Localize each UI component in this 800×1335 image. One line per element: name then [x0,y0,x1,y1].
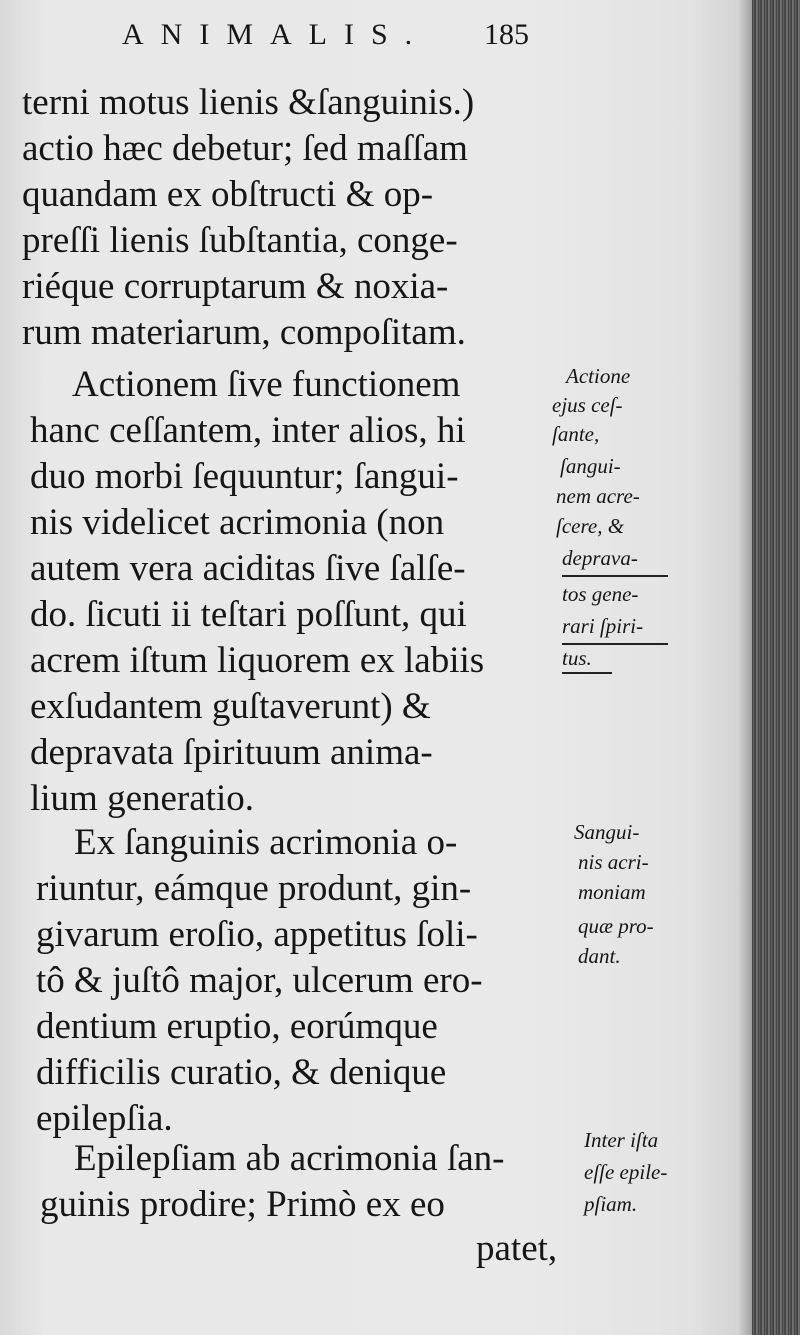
marginal-note-line: Inter iſta [584,1128,659,1152]
marginal-note-line: nis acri- [578,850,649,874]
body-line: Actionem ſive functionem [72,364,461,405]
marginal-note-line: nem acre- [556,484,640,508]
body-line: actio hæc debetur; ſed maſſam [22,128,468,169]
marginal-note-line: eſſe epile- [584,1160,668,1184]
body-line: exſudantem guſtaverunt) & [30,686,431,727]
underline-rule [562,672,612,674]
body-line: rum materiarum, compoſitam. [22,312,466,353]
underline-rule [562,643,668,645]
marginal-note-line: ejus ceſ- [552,393,623,417]
body-line: Epilepſiam ab acrimonia ſan- [74,1138,505,1179]
body-line: dentium eruptio, eorúmque [36,1006,438,1047]
marginal-note-line: pſiam. [584,1192,638,1216]
body-line: do. ſicuti ii teſtari poſſunt, qui [30,594,467,635]
body-line: epilepſia. [36,1098,173,1139]
body-line: givarum eroſio, appetitus ſoli- [36,914,478,955]
body-line: duo morbi ſequuntur; ſangui- [30,456,459,497]
page-number: 185 [484,18,529,51]
body-line: hanc ceſſantem, inter alios, hi [30,410,466,451]
body-line: Ex ſanguinis acrimonia o- [74,822,458,863]
body-line: nis videlicet acrimonia (non [30,502,445,543]
marginal-note-line: Sangui- [574,820,640,844]
page-edges [752,0,800,1335]
marginal-note-line: tos gene- [562,582,639,606]
body-line: quandam ex obſtructi & op- [22,174,434,215]
marginal-note-line: deprava- [562,546,638,570]
body-line: difficilis curatio, & denique [36,1052,447,1093]
body-line: riuntur, eámque produnt, gin- [36,868,472,909]
body-line: lium generatio. [30,778,254,819]
marginal-note-line: dant. [578,944,621,968]
running-title: ANIMALIS. [122,18,430,51]
catchword: patet, [476,1228,558,1269]
body-line: tô & juſtô major, ulcerum ero- [36,960,483,1001]
body-line: acrem iſtum liquorem ex labiis [30,640,485,681]
body-line: terni motus lienis &ſanguinis.) [22,82,475,123]
marginal-note-line: ſante, [552,422,600,446]
marginal-note-line: ſcere, & [556,514,625,538]
marginal-note-line: moniam [578,880,646,904]
body-line: preſſi lienis ſubſtantia, conge- [22,220,458,261]
marginal-note-line: Actione [566,364,631,388]
marginal-note-line: rari ſpiri- [562,614,644,638]
body-line: guinis prodire; Primò ex eo [40,1184,445,1225]
marginal-note-line: ſangui- [560,454,621,478]
marginal-note-line: tus. [562,646,592,670]
body-line: depravata ſpirituum anima- [30,732,433,773]
marginal-note-line: quæ pro- [578,914,654,938]
body-line: autem vera aciditas ſive ſalſe- [30,548,466,589]
body-line: riéque corruptarum & noxia- [22,266,449,307]
underline-rule [562,575,668,577]
